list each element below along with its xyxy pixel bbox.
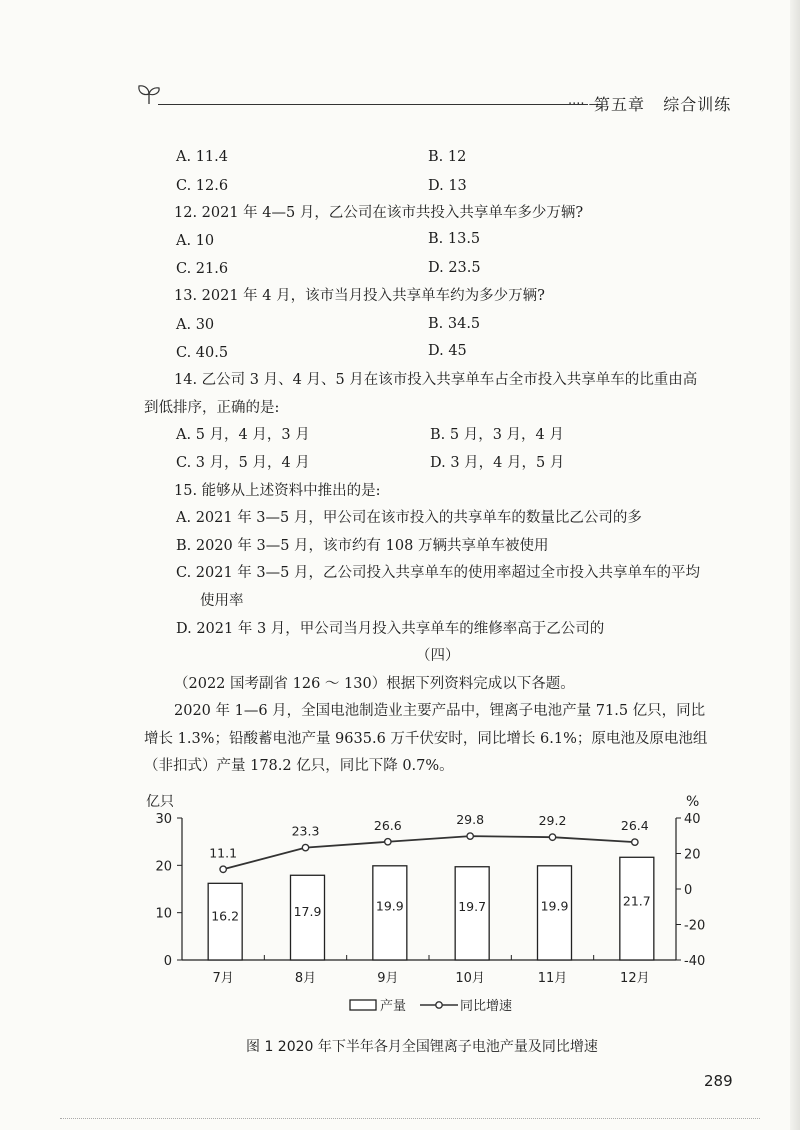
x-axis-tick-label: 10月 xyxy=(455,971,485,986)
chart-legend xyxy=(350,998,512,1014)
q15-option-c-line2: 使用率 xyxy=(200,593,244,609)
q14-option-b: B. 5 月，3 月，4 月 xyxy=(430,427,564,443)
q13-option-d: D. 45 xyxy=(428,343,467,359)
right-axis-tick-label: -20 xyxy=(684,918,706,934)
left-axis-tick-label: 30 xyxy=(155,812,172,827)
line-value-label: 11.1 xyxy=(209,845,238,861)
q15-option-d: D. 2021 年 3 月，甲公司当月投入共享单车的维修率高于乙公司的 xyxy=(176,621,605,637)
legend-bar-swatch xyxy=(350,1000,376,1010)
q15-option-a: A. 2021 年 3—5 月，甲公司在该市投入的共享单车的数量比乙公司的多 xyxy=(176,510,642,526)
q12-option-a: A. 10 xyxy=(176,233,215,249)
q15-option-b: B. 2020 年 3—5 月，该市约有 108 万辆共享单车被使用 xyxy=(176,538,549,554)
q12-option-b: B. 13.5 xyxy=(428,231,481,247)
q11-option-a: A. 11.4 xyxy=(176,149,228,165)
line-value-label: 26.6 xyxy=(373,817,402,833)
battery-output-chart xyxy=(0,790,800,1030)
material-para-line2: 增长 1.3%；铅酸蓄电池产量 9635.6 万千伏安时，同比增长 6.1%；原电池及原电池组 xyxy=(144,731,708,747)
line-point xyxy=(467,833,473,839)
q14-option-c: C. 3 月，5 月，4 月 xyxy=(176,455,310,471)
material-para-line3: （非扣式）产量 178.2 亿只，同比下降 0.7%。 xyxy=(144,758,454,774)
figure-caption: 图 1 2020 年下半年各月全国锂离子电池产量及同比增速 xyxy=(246,1039,598,1055)
line-point xyxy=(632,839,638,845)
section-four-intro: （2022 国考副省 126 ～ 130）根据下列资料完成以下各题。 xyxy=(174,676,575,692)
q14-option-a: A. 5 月，4 月，3 月 xyxy=(176,427,310,443)
legend-bar-label: 产量 xyxy=(380,999,407,1014)
bar-value-label: 17.9 xyxy=(293,903,322,919)
right-axis-unit: % xyxy=(686,794,700,810)
section-four-title: （四） xyxy=(416,648,460,664)
q15-stem: 15. 能够从上述资料中推出的是: xyxy=(174,483,381,499)
page-number: 289 xyxy=(704,1072,733,1090)
q11-option-b: B. 12 xyxy=(428,149,467,165)
chapter-label: 第五章 xyxy=(594,95,646,114)
x-axis-tick-label: 8月 xyxy=(294,971,317,986)
bar-value-label: 21.7 xyxy=(622,893,651,909)
x-axis-tick-label: 12月 xyxy=(620,971,650,986)
q14-stem-line1: 14. 乙公司 3 月、4 月、5 月在该市投入共享单车占全市投入共享单车的比重由高 xyxy=(174,372,698,388)
q11-option-d: D. 13 xyxy=(428,178,467,194)
left-axis-unit: 亿只 xyxy=(146,794,174,810)
q13-option-c: C. 40.5 xyxy=(176,345,229,361)
q12-option-c: C. 21.6 xyxy=(176,261,229,277)
legend-line-label: 同比增速 xyxy=(460,999,513,1014)
left-axis-tick-label: 20 xyxy=(155,859,172,875)
bar-value-label: 16.2 xyxy=(211,908,240,924)
header-rule xyxy=(158,104,588,105)
right-axis-tick-label: -40 xyxy=(684,954,706,969)
line-point xyxy=(220,866,226,872)
q12-stem: 12. 2021 年 4—5 月，乙公司在该市共投入共享单车多少万辆? xyxy=(174,205,584,221)
line-value-label: 29.2 xyxy=(538,813,567,829)
right-axis-tick-label: 0 xyxy=(684,883,693,898)
line-value-label: 26.4 xyxy=(620,818,649,834)
q11-option-c: C. 12.6 xyxy=(176,178,229,194)
header-title xyxy=(594,92,731,115)
bar-output xyxy=(620,857,654,960)
line-point xyxy=(385,839,391,845)
q13-stem: 13. 2021 年 4 月，该市当月投入共享单车约为多少万辆? xyxy=(174,288,545,304)
line-point xyxy=(549,834,555,840)
q15-option-c-line1: C. 2021 年 3—5 月，乙公司投入共享单车的使用率超过全市投入共享单车的平均 xyxy=(176,565,700,581)
q14-option-d: D. 3 月，4 月，5 月 xyxy=(430,455,565,471)
bar-value-label: 19.7 xyxy=(458,898,487,914)
legend-line-marker xyxy=(436,1002,442,1008)
header-dash: ···· — xyxy=(568,97,602,112)
right-axis-tick-label: 40 xyxy=(684,812,701,827)
line-growth-series xyxy=(223,836,635,869)
material-para-line1: 2020 年 1—6 月，全国电池制造业主要产品中，锂离子电池产量 71.5 亿只，同比 xyxy=(174,703,706,719)
bar-value-label: 19.9 xyxy=(375,898,404,914)
q13-option-a: A. 30 xyxy=(176,317,215,333)
right-axis-tick-label: 20 xyxy=(684,847,701,863)
section-label: 综合训练 xyxy=(663,95,732,114)
left-axis-tick-label: 10 xyxy=(155,906,172,922)
leaf-icon xyxy=(136,82,162,106)
x-axis-tick-label: 7月 xyxy=(212,971,234,986)
line-value-label: 29.8 xyxy=(456,812,485,828)
footer-dots xyxy=(60,1118,760,1119)
q14-stem-line2: 到低排序，正确的是: xyxy=(144,400,280,416)
q13-option-b: B. 34.5 xyxy=(428,316,481,332)
line-point xyxy=(302,844,308,850)
line-value-label: 23.3 xyxy=(291,823,320,839)
left-axis-tick-label: 0 xyxy=(163,954,172,969)
bar-value-label: 19.9 xyxy=(540,898,569,914)
x-axis-tick-label: 11月 xyxy=(537,971,568,986)
q12-option-d: D. 23.5 xyxy=(428,260,481,276)
x-axis-tick-label: 9月 xyxy=(377,971,399,986)
